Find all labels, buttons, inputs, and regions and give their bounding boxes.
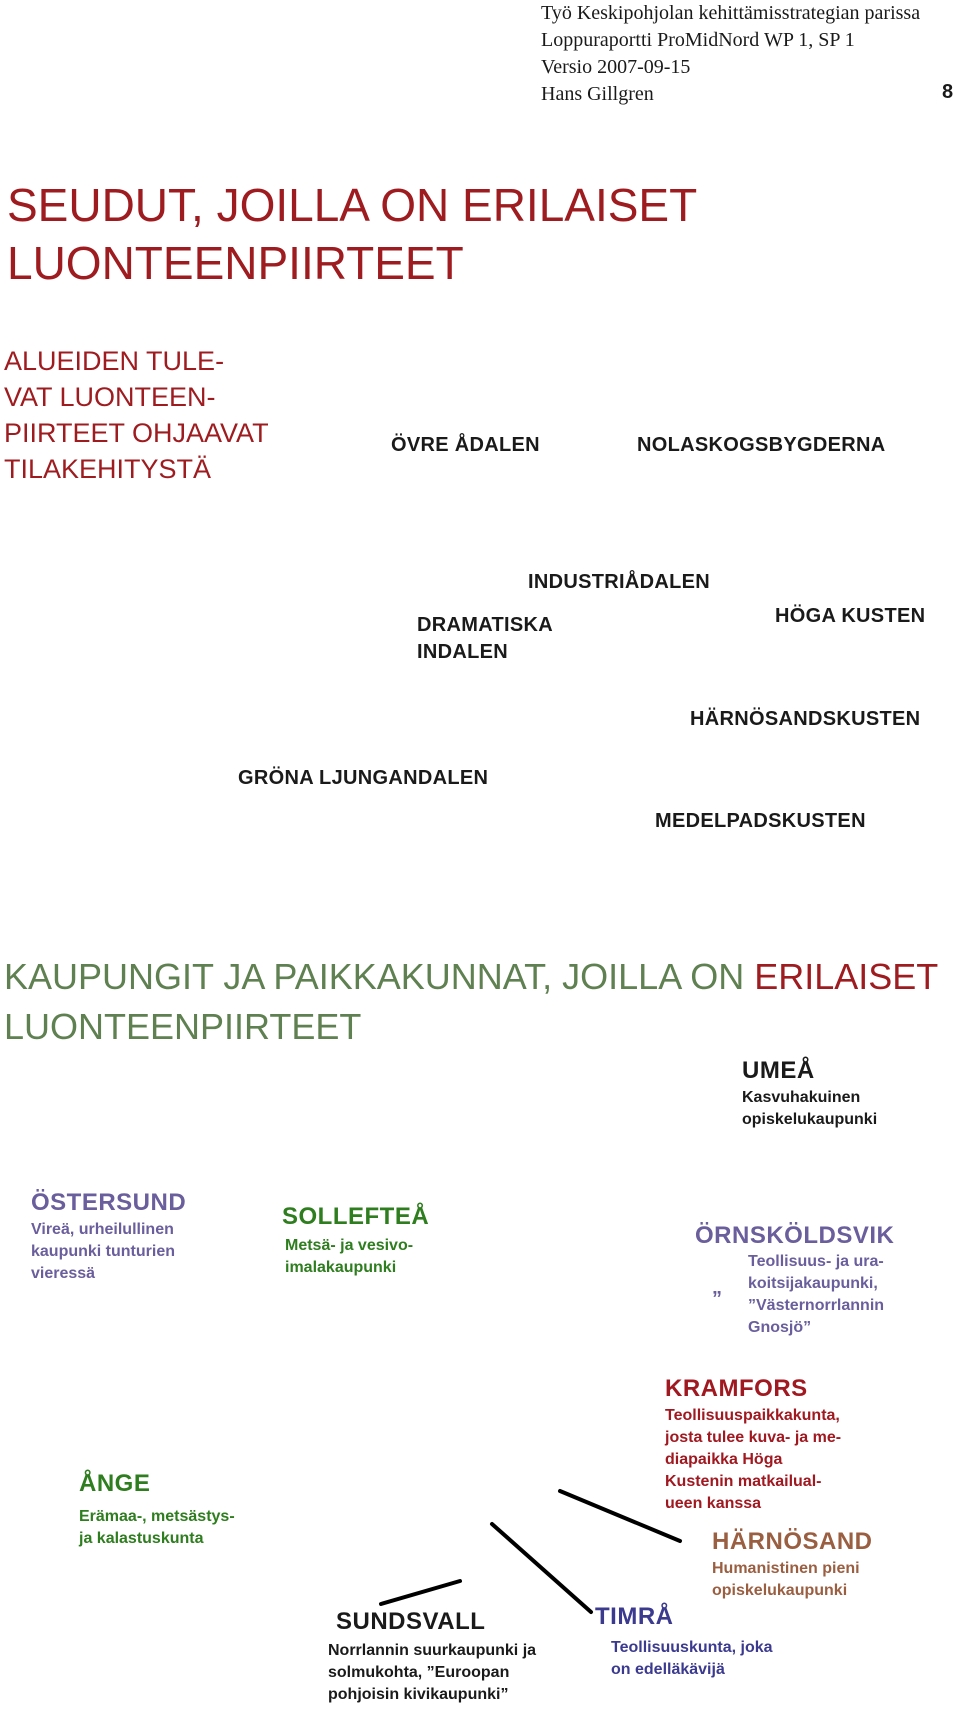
city-name: SUNDSVALL [336, 1608, 486, 1635]
side-text-line: ALUEIDEN TULE- [4, 346, 225, 376]
desc-line: ja kalastuskunta [79, 1530, 204, 1547]
connector-line-kramfors [560, 1491, 680, 1541]
desc-line: solmukohta, ”Euroopan [328, 1664, 510, 1681]
city-name: UMEÅ [742, 1057, 815, 1084]
desc-line: vieressä [31, 1265, 96, 1282]
region-nolaskogsbygderna: NOLASKOGSBYGDERNA [637, 434, 886, 456]
desc-line: Teollisuuspaikkakunta, [665, 1407, 840, 1424]
desc-line: ”Västernorrlannin [748, 1297, 885, 1314]
region-ovre-adalen: ÖVRE ÅDALEN [391, 434, 540, 456]
city-name: ÖRNSKÖLDSVIK [695, 1222, 895, 1249]
side-text-line: VAT LUONTEEN- [4, 382, 216, 412]
desc-line: Vireä, urheilullinen [31, 1221, 174, 1238]
desc-line: Norrlannin suurkaupunki ja [328, 1642, 537, 1659]
region-industriadalen: INDUSTRIÅDALEN [528, 571, 710, 593]
desc-line: pohjoisin kivikaupunki” [328, 1686, 509, 1703]
header-line-4: Hans Gillgren [541, 83, 654, 105]
desc-line: kaupunki tunturien [31, 1243, 175, 1260]
desc-line: Metsä- ja vesivo- [285, 1237, 414, 1254]
connector-line-sundsvall [381, 1581, 460, 1604]
section2-title-line-2: LUONTEENPIIRTEET [4, 1006, 362, 1047]
region-dramatiska-line-1: DRAMATISKA [417, 614, 553, 636]
region-harnosandskusten: HÄRNÖSANDSKUSTEN [690, 708, 921, 730]
desc-line: josta tulee kuva- ja me- [665, 1429, 842, 1446]
desc-line: koitsijakaupunki, [748, 1275, 878, 1292]
page-number: 8 [942, 81, 954, 103]
header-line-3: Versio 2007-09-15 [541, 56, 691, 78]
section2-title-red-part: ERILAISET [754, 956, 939, 997]
desc-line: Kasvuhakuinen [742, 1089, 861, 1106]
desc-line: Teollisuuskunta, joka [611, 1639, 773, 1656]
city-name: ÅNGE [79, 1470, 151, 1497]
section2-title-green-part: KAUPUNGIT JA PAIKKAKUNNAT, JOILLA ON [4, 956, 755, 997]
connector-line-timra [492, 1524, 591, 1612]
side-text-line: TILAKEHITYSTÄ [4, 454, 212, 484]
region-grona-ljungandalen: GRÖNA LJUNGANDALEN [238, 767, 489, 789]
desc-line: ueen kanssa [665, 1495, 762, 1512]
desc-line: imalakaupunki [285, 1259, 397, 1276]
desc-line: on edelläkävijä [611, 1661, 725, 1678]
desc-line: opiskelukaupunki [712, 1582, 848, 1599]
desc-line: Gnosjö” [748, 1319, 812, 1336]
desc-line: opiskelukaupunki [742, 1111, 878, 1128]
desc-line: Humanistinen pieni [712, 1560, 860, 1577]
city-name: HÄRNÖSAND [712, 1528, 873, 1555]
header-line-2: Loppuraportti ProMidNord WP 1, SP 1 [541, 29, 855, 51]
region-hoga-kusten: HÖGA KUSTEN [775, 605, 926, 627]
section1-title-line-2: LUONTEENPIIRTEET [7, 237, 464, 289]
region-dramatiska-line-2: INDALEN [417, 641, 508, 663]
region-medelpadskusten: MEDELPADSKUSTEN [655, 810, 866, 832]
city-name: ÖSTERSUND [31, 1189, 187, 1216]
ornskoldsvik-quote-mark: ” [712, 1288, 722, 1310]
header-line-1: Työ Keskipohjolan kehittämisstrategian parissa [541, 2, 921, 24]
side-text-line: PIIRTEET OHJAAVAT [4, 418, 269, 448]
section1-title-line-1: SEUDUT, JOILLA ON ERILAISET [7, 179, 698, 231]
desc-line: Kustenin matkailual- [665, 1473, 822, 1490]
desc-line: Erämaa-, metsästys- [79, 1508, 235, 1525]
desc-line: Teollisuus- ja ura- [748, 1253, 884, 1270]
city-name: KRAMFORS [665, 1375, 808, 1402]
city-name: TIMRÅ [595, 1603, 674, 1630]
desc-line: diapaikka Höga [665, 1451, 783, 1468]
city-name: SOLLEFTEÅ [282, 1203, 430, 1230]
